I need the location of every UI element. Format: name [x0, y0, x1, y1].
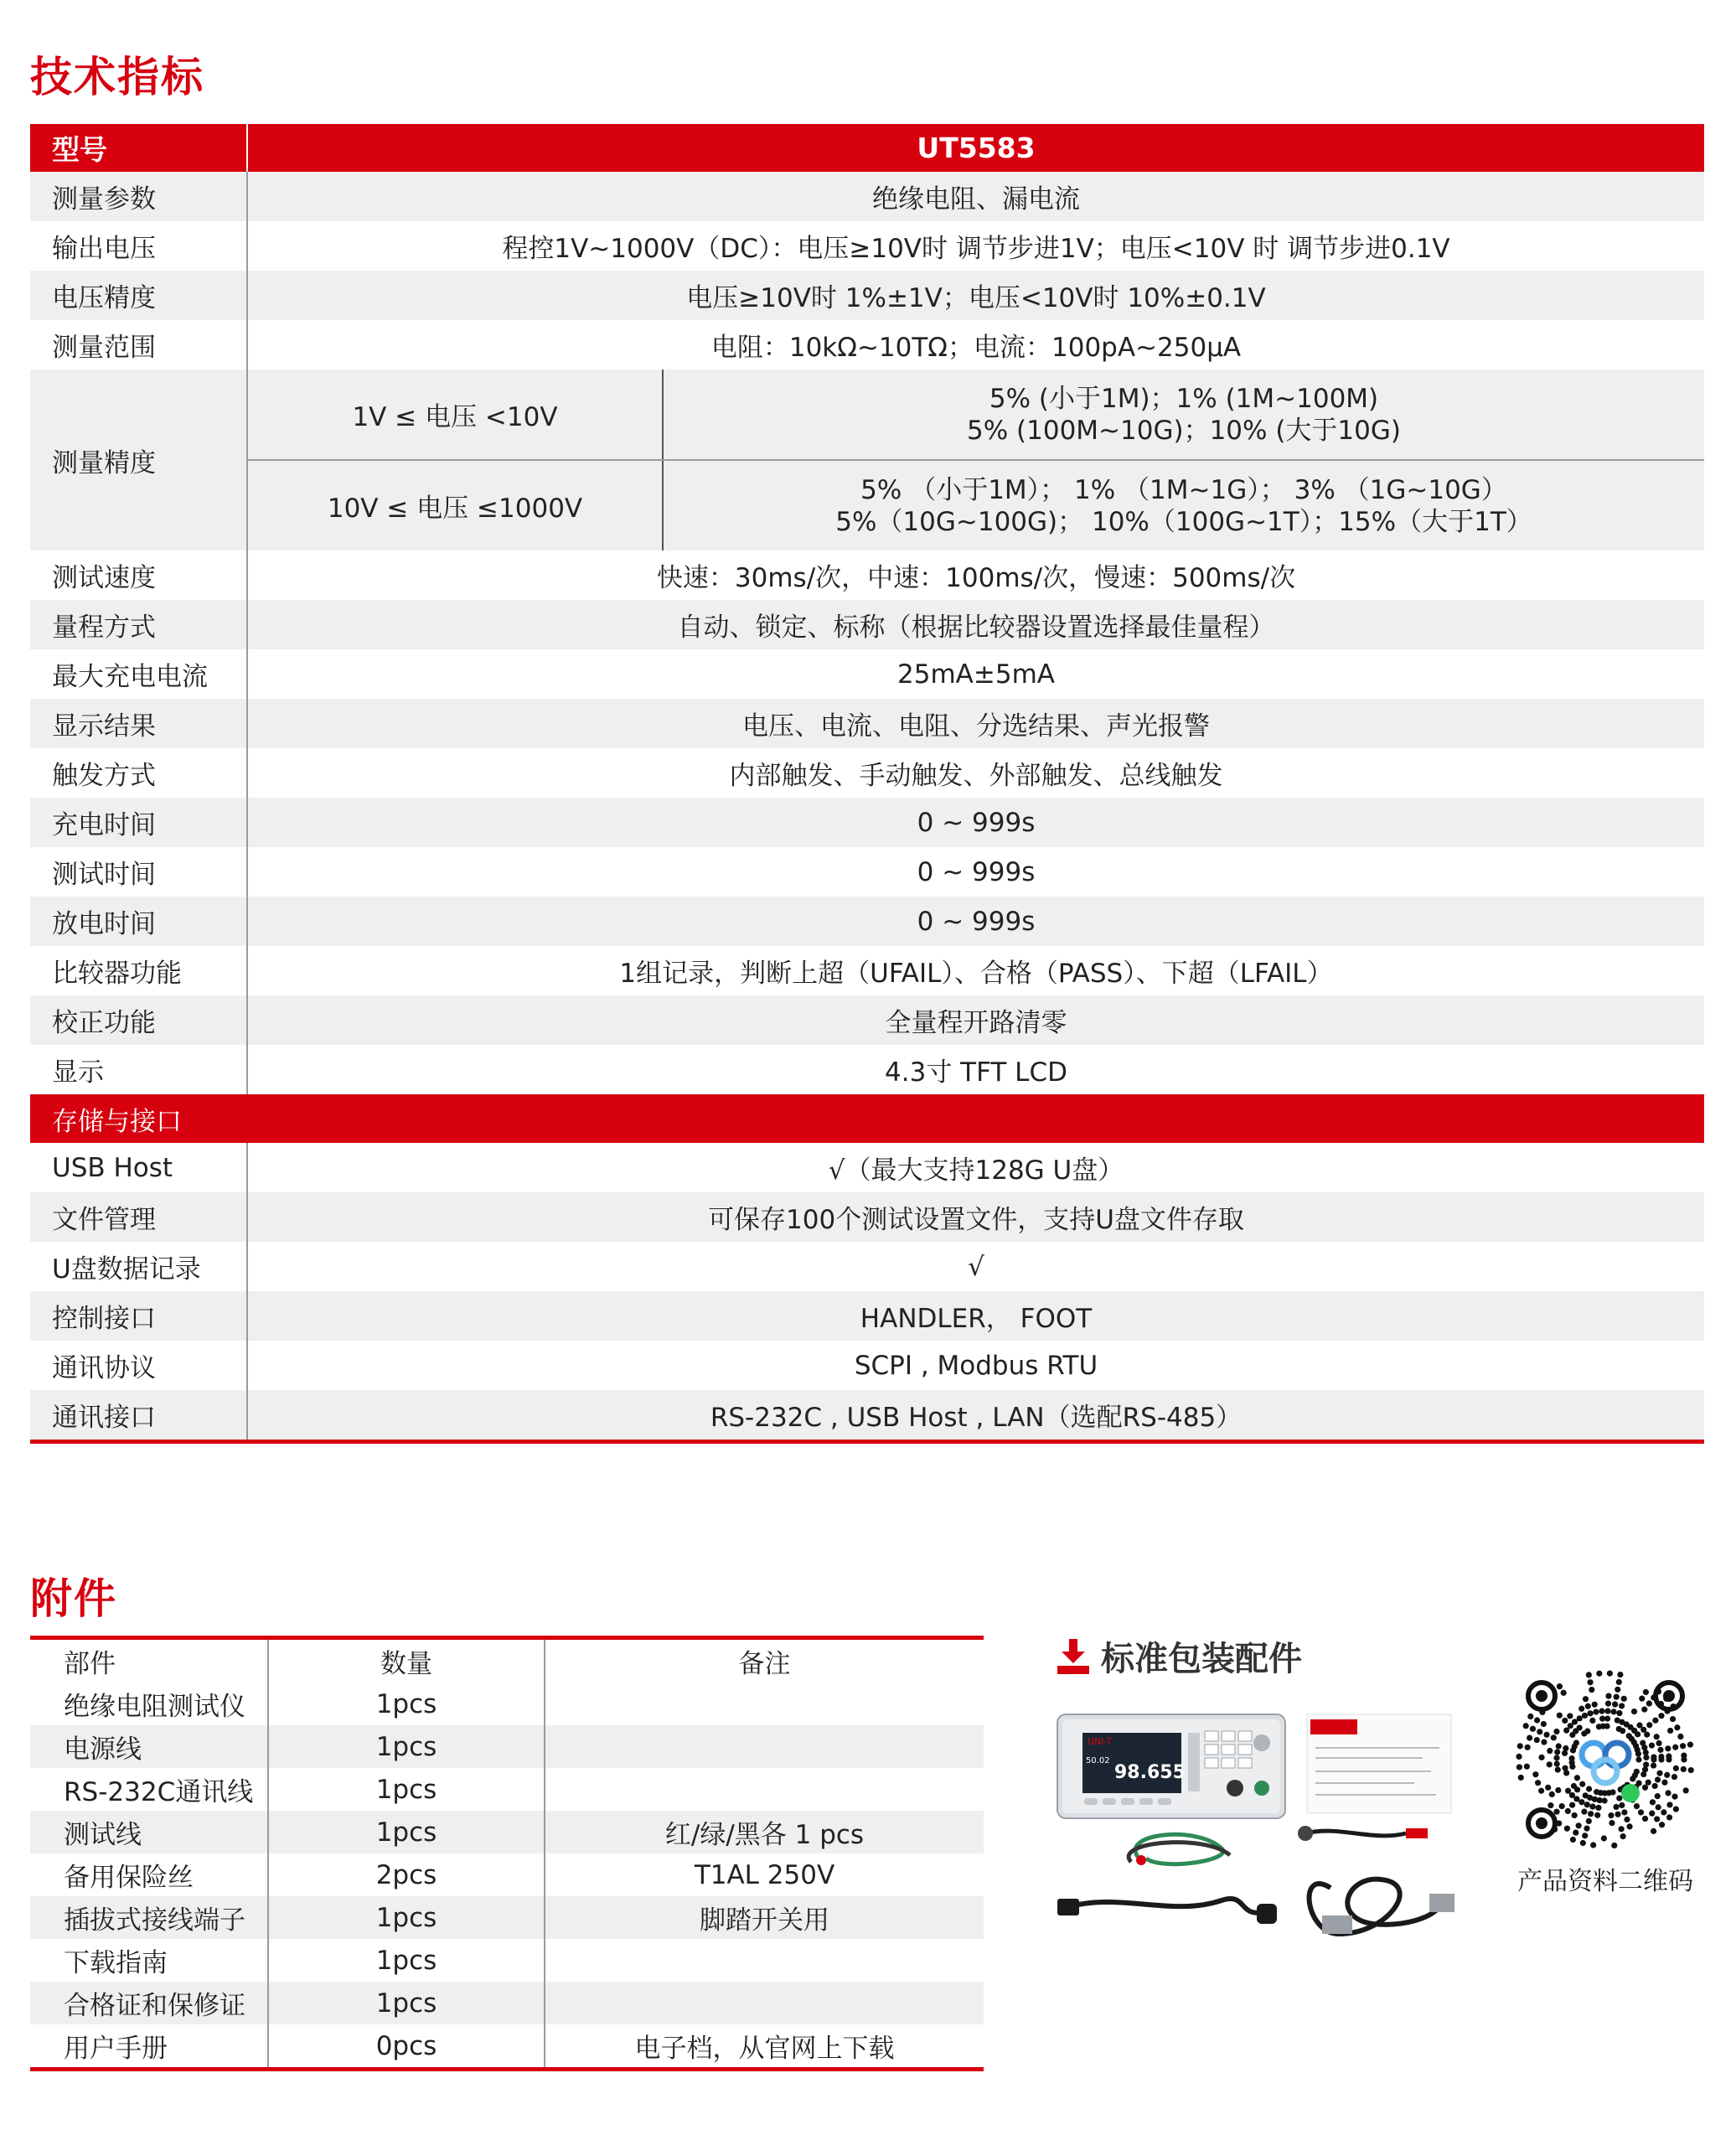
acc-qty: 1pcs — [268, 1811, 545, 1853]
spec-label: 通讯协议 — [30, 1341, 248, 1390]
spec-value: 绝缘电阻、漏电流 — [872, 184, 1080, 215]
acc-note: 脚踏开关用 — [545, 1896, 984, 1939]
spec-label: 放电时间 — [30, 897, 248, 946]
acc-qty: 1pcs — [268, 1725, 545, 1768]
spec-value: 自动、锁定、标称（根据比较器设置选择最佳量程） — [677, 613, 1275, 643]
spec-label: 控制接口 — [30, 1291, 248, 1341]
spec-value: 内部触发、手动触发、外部触发、总线触发 — [729, 761, 1223, 791]
spec-row — [30, 995, 1704, 1045]
spec-value: 1组记录，判断上超（UFAIL）、合格（PASS）、下超（LFAIL） — [619, 959, 1333, 989]
test-leads — [1129, 1834, 1230, 1865]
acc-qty: 1pcs — [268, 1768, 545, 1811]
spec-value: 全量程开路清零 — [885, 1008, 1067, 1038]
spec-row — [30, 600, 1704, 649]
section-title: 存储与接口 — [52, 1106, 182, 1137]
spec-row — [30, 551, 1704, 600]
spec-label: 比较器功能 — [30, 946, 248, 995]
spec-row — [30, 1143, 1704, 1192]
acc-note — [545, 1939, 984, 1982]
table-row — [30, 2024, 984, 2067]
spec-header-row — [30, 124, 1704, 172]
accuracy-range: 1V ≤ 电压 <10V — [248, 370, 664, 459]
spec-label: 通讯接口 — [30, 1390, 248, 1440]
spec-label: 测量范围 — [30, 320, 248, 370]
accuracy-line: 5% （小于1M）； 1% （1M~1G）； 3% （1G~10G） — [860, 474, 1507, 505]
table-bottom-rule — [30, 1440, 1704, 1444]
accuracy-sub-row — [248, 459, 1704, 551]
package-contents-image — [1054, 1708, 1473, 1951]
accuracy-row — [30, 370, 1704, 551]
accuracy-line: 5% (100M~10G)；10% (大于10G) — [967, 415, 1401, 446]
acc-note — [545, 1768, 984, 1811]
spec-value: 0 ~ 999s — [917, 856, 1036, 887]
spec-label: 量程方式 — [30, 600, 248, 649]
spec-value: HANDLER， FOOT — [860, 1304, 1093, 1334]
acc-qty: 1pcs — [268, 1683, 545, 1725]
spec-label: 校正功能 — [30, 995, 248, 1045]
accuracy-line: 5%（10G~100G)； 10%（100G~1T）；15%（大于1T） — [835, 506, 1532, 537]
spec-label: 测量参数 — [30, 172, 248, 221]
spec-label: 文件管理 — [30, 1192, 248, 1242]
model-label: 型号 — [30, 124, 248, 172]
spec-value: 电压≥10V时 1%±1V；电压<10V时 10%±0.1V — [686, 283, 1266, 313]
acc-part: 绝缘电阻测试仪 — [30, 1683, 268, 1725]
spec-row — [30, 221, 1704, 271]
spec-row — [30, 1192, 1704, 1242]
rs232-cable — [1310, 1879, 1454, 1934]
table-row — [30, 1853, 984, 1896]
spec-row — [30, 699, 1704, 748]
acc-part: 合格证和保修证 — [30, 1982, 268, 2024]
spec-value: 可保存100个测试设置文件，支持U盘文件存取 — [708, 1205, 1244, 1235]
spec-label: 电压精度 — [30, 271, 248, 320]
spec-label: 测试速度 — [30, 551, 248, 600]
acc-note: T1AL 250V — [694, 1859, 835, 1890]
spec-row — [30, 649, 1704, 699]
connector-cable — [1298, 1826, 1428, 1841]
spec-title: 技术指标 — [30, 53, 204, 101]
spec-value: 快速：30ms/次，中速：100ms/次，慢速：500ms/次 — [656, 563, 1296, 593]
spec-row — [30, 946, 1704, 995]
power-cord — [1057, 1899, 1277, 1924]
spec-row — [30, 1291, 1704, 1341]
spec-label: 充电时间 — [30, 798, 248, 847]
acc-qty: 2pcs — [268, 1853, 545, 1896]
table-row — [30, 1725, 984, 1768]
spec-label: 最大充电电流 — [30, 649, 248, 699]
spec-row — [30, 798, 1704, 847]
spec-value: √ — [968, 1251, 984, 1282]
spec-row — [30, 320, 1704, 370]
spec-row — [30, 847, 1704, 897]
spec-value: 0 ~ 999s — [917, 906, 1036, 937]
spec-value: 4.3寸 TFT LCD — [885, 1057, 1067, 1088]
acc-part: 电源线 — [30, 1725, 268, 1768]
acc-note — [545, 1982, 984, 2024]
device-brand: UNI-T — [1088, 1736, 1113, 1747]
qr-label: 产品资料二维码 — [1517, 1867, 1693, 1896]
acc-part: 用户手册 — [30, 2024, 268, 2067]
acc-note: 电子档，从官网上下载 — [634, 2034, 895, 2064]
spec-label: 显示 — [30, 1045, 248, 1094]
acc-qty: 0pcs — [268, 2024, 545, 2067]
spec-row — [30, 1390, 1704, 1440]
acc-qty: 1pcs — [268, 1982, 545, 2024]
accessories-table — [30, 1636, 984, 2071]
spec-value: 程控1V~1000V（DC）：电压≥10V时 调节步进1V；电压<10V 时 调节步进0.1V — [502, 234, 1450, 264]
table-row — [30, 1683, 984, 1725]
accuracy-range: 10V ≤ 电压 ≤1000V — [248, 461, 664, 551]
acc-part: RS-232C通讯线 — [30, 1768, 268, 1811]
spec-label: U盘数据记录 — [30, 1242, 248, 1291]
certificate-document — [1307, 1714, 1451, 1813]
table-row — [30, 1768, 984, 1811]
acc-part: 备用保险丝 — [30, 1853, 268, 1896]
model-value: UT5583 — [917, 132, 1036, 164]
acc-part: 下载指南 — [30, 1939, 268, 1982]
accessories-title: 附件 — [30, 1574, 117, 1623]
device-reading: 98.655 — [1114, 1762, 1186, 1783]
spec-row — [30, 1341, 1704, 1390]
acc-qty: 1pcs — [268, 1939, 545, 1982]
spec-label: USB Host — [30, 1143, 248, 1192]
table-row — [30, 1939, 984, 1982]
spec-row — [30, 1242, 1704, 1291]
accuracy-line: 5% (小于1M)；1% (1M~100M) — [989, 383, 1379, 414]
acc-header-qty: 数量 — [268, 1640, 545, 1683]
spec-value: √（最大支持128G U盘） — [828, 1155, 1124, 1186]
acc-header-note: 备注 — [738, 1649, 791, 1679]
spec-label: 输出电压 — [30, 221, 248, 271]
spec-value: 电阻：10kΩ~10TΩ；电流：100pA~250μA — [710, 333, 1242, 363]
spec-row — [30, 172, 1704, 221]
spec-label: 显示结果 — [30, 699, 248, 748]
device-small-reading: 50.02 — [1086, 1756, 1110, 1765]
accuracy-sub-row — [248, 370, 1704, 459]
table-row — [30, 1982, 984, 2024]
spec-row — [30, 897, 1704, 946]
spec-label: 测试时间 — [30, 847, 248, 897]
acc-part: 测试线 — [30, 1811, 268, 1853]
acc-note — [545, 1683, 984, 1725]
spec-table — [30, 124, 1704, 1444]
spec-value: 电压、电流、电阻、分选结果、声光报警 — [742, 711, 1210, 742]
section-header-row — [30, 1094, 1704, 1143]
spec-label: 触发方式 — [30, 748, 248, 798]
spec-value: RS-232C , USB Host , LAN（选配RS-485） — [710, 1403, 1243, 1433]
acc-qty: 1pcs — [268, 1896, 545, 1939]
acc-note: 红/绿/黑各 1 pcs — [545, 1811, 984, 1853]
spec-value: SCPI , Modbus RTU — [854, 1350, 1098, 1381]
download-icon — [1057, 1639, 1089, 1674]
instrument-front-panel — [1057, 1714, 1285, 1818]
acc-note — [545, 1725, 984, 1768]
spec-row — [30, 1045, 1704, 1094]
table-row — [30, 1896, 984, 1939]
qr-code — [1513, 1667, 1697, 1852]
spec-value: 25mA±5mA — [897, 659, 1055, 690]
spec-row — [30, 748, 1704, 798]
table-row — [30, 1811, 984, 1853]
spec-row — [30, 271, 1704, 320]
spec-value: 0 ~ 999s — [917, 807, 1036, 838]
acc-part: 插拔式接线端子 — [30, 1896, 268, 1939]
acc-header-part: 部件 — [30, 1640, 268, 1683]
package-title: 标准包装配件 — [1057, 1632, 1302, 1680]
accuracy-label: 测量精度 — [30, 370, 248, 551]
